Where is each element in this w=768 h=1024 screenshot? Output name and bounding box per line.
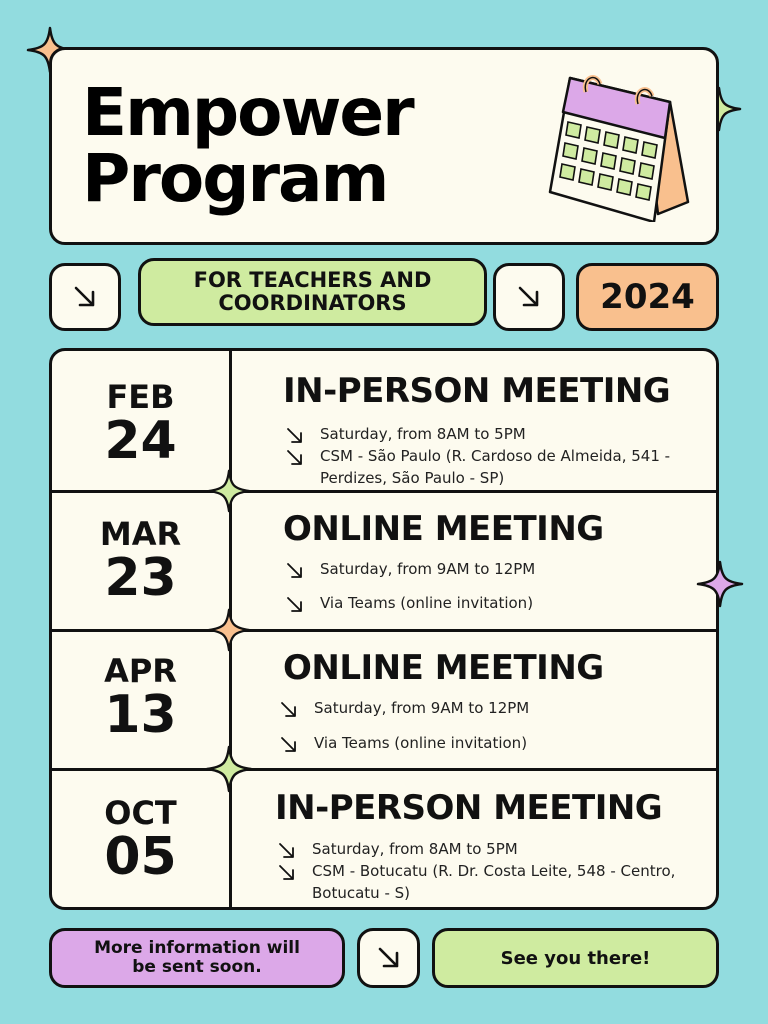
event-month: MAR bbox=[99, 515, 182, 553]
event-month: OCT bbox=[104, 794, 177, 832]
sparkle-green-icon bbox=[205, 745, 253, 793]
event-detail bbox=[284, 423, 690, 447]
info-label: More information will be sent soon. bbox=[94, 938, 300, 977]
event-day: 24 bbox=[104, 411, 177, 471]
event-month: FEB bbox=[106, 378, 175, 416]
sparkle-green-icon bbox=[207, 469, 251, 513]
event-detail bbox=[276, 838, 682, 862]
event-detail bbox=[284, 445, 690, 489]
title-line-2: Program bbox=[82, 140, 388, 217]
arrow-button-left[interactable] bbox=[49, 263, 121, 331]
audience-pill bbox=[138, 258, 487, 326]
arrow-down-right-icon bbox=[284, 447, 306, 469]
closing-pill bbox=[432, 928, 719, 988]
row-divider bbox=[52, 768, 716, 771]
event-title: ONLINE MEETING bbox=[283, 509, 604, 549]
event-detail bbox=[278, 732, 684, 756]
arrow-down-right-icon bbox=[276, 840, 298, 862]
closing-label: See you there! bbox=[500, 947, 651, 969]
title-line-1: Empower bbox=[82, 74, 413, 151]
event-detail bbox=[276, 860, 682, 904]
arrow-down-right-icon bbox=[278, 734, 300, 756]
event-detail bbox=[284, 592, 690, 616]
calendar-icon bbox=[546, 72, 696, 222]
sparkle-orange-icon bbox=[207, 608, 251, 652]
event-time: Saturday, from 9AM to 12PM bbox=[320, 560, 536, 578]
info-pill bbox=[49, 928, 345, 988]
event-time: Saturday, from 9AM to 12PM bbox=[314, 699, 530, 717]
event-location: Via Teams (online invitation) bbox=[314, 734, 528, 752]
sparkle-purple-icon bbox=[696, 560, 744, 608]
arrow-down-right-icon bbox=[513, 281, 545, 313]
event-day: 23 bbox=[104, 548, 177, 608]
row-divider bbox=[52, 490, 716, 493]
event-time: Saturday, from 8AM to 5PM bbox=[320, 425, 526, 443]
event-detail bbox=[284, 558, 690, 582]
event-day: 05 bbox=[104, 827, 177, 887]
program-title bbox=[82, 74, 413, 217]
schedule-table bbox=[49, 348, 719, 910]
audience-label: FOR TEACHERS AND COORDINATORS bbox=[193, 268, 432, 315]
event-title: ONLINE MEETING bbox=[283, 648, 604, 688]
arrow-button-right[interactable] bbox=[493, 263, 565, 331]
event-month: APR bbox=[104, 652, 177, 690]
header-card bbox=[49, 47, 719, 245]
event-location: CSM - São Paulo (R. Cardoso de Almeida, 541 - Perdizes, São Paulo - SP) bbox=[320, 447, 671, 487]
year-label: 2024 bbox=[600, 277, 695, 317]
arrow-down-right-icon bbox=[373, 942, 405, 974]
arrow-down-right-icon bbox=[276, 862, 298, 884]
arrow-down-right-icon bbox=[284, 560, 306, 582]
arrow-down-right-icon bbox=[284, 425, 306, 447]
year-pill bbox=[576, 263, 719, 331]
arrow-down-right-icon bbox=[69, 281, 101, 313]
event-day: 13 bbox=[104, 685, 177, 745]
row-divider bbox=[52, 629, 716, 632]
arrow-down-right-icon bbox=[284, 594, 306, 616]
arrow-button-footer[interactable] bbox=[357, 928, 420, 988]
event-detail bbox=[278, 697, 684, 721]
event-title: IN-PERSON MEETING bbox=[283, 371, 671, 411]
arrow-down-right-icon bbox=[278, 699, 300, 721]
event-location: Via Teams (online invitation) bbox=[320, 594, 534, 612]
event-time: Saturday, from 8AM to 5PM bbox=[312, 840, 518, 858]
event-location: CSM - Botucatu (R. Dr. Costa Leite, 548 - Centro, Botucatu - S) bbox=[312, 862, 676, 902]
event-title: IN-PERSON MEETING bbox=[275, 788, 663, 828]
